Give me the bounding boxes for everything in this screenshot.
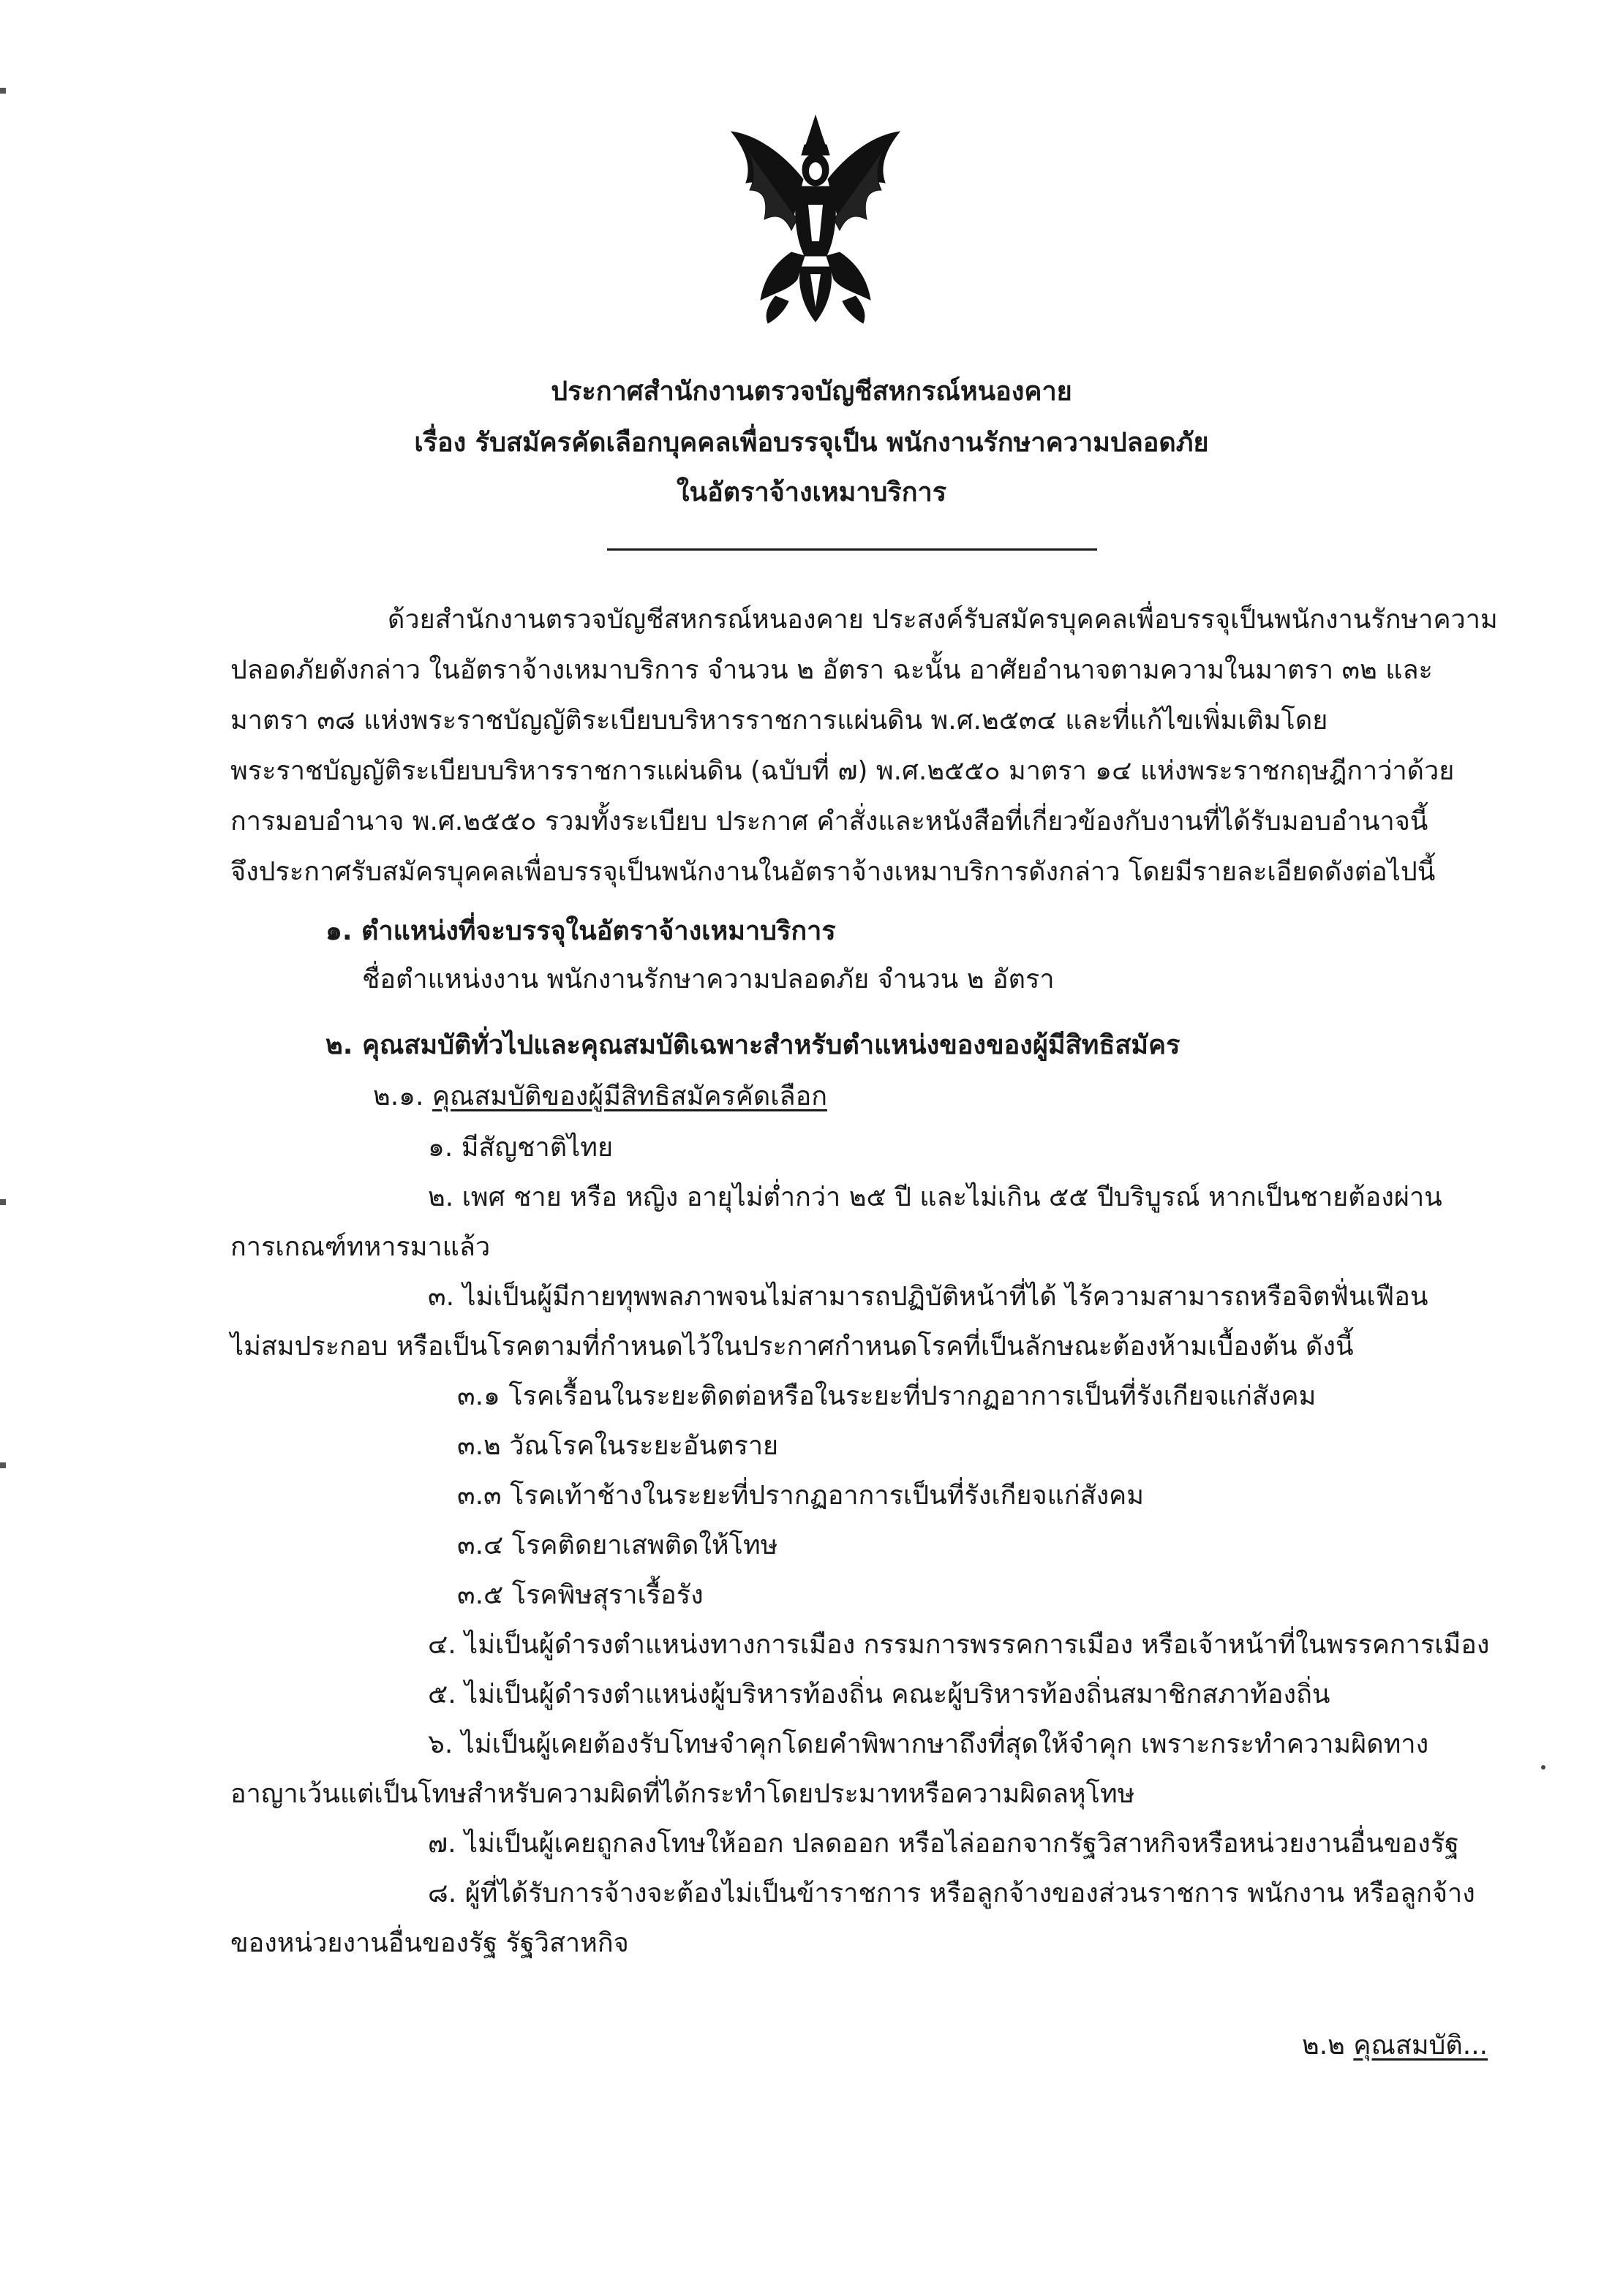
section-2-heading: ๒. คุณสมบัติทั่วไปและคุณสมบัติเฉพาะสำหรับตำแหน่งของของผู้มีสิทธิสมัคร xyxy=(325,1030,1180,1060)
qualification-4: ๔. ไม่เป็นผู้ดำรงตำแหน่งทางการเมือง กรรมการพรรคการเมือง หรือเจ้าหน้าที่ในพรรคการเมือง xyxy=(428,1630,1490,1660)
subsection-2-1-number: ๒.๑. xyxy=(373,1081,424,1111)
section-1-heading: ๑. ตำแหน่งที่จะบรรจุในอัตราจ้างเหมาบริการ xyxy=(325,916,836,946)
garuda-emblem-icon xyxy=(724,110,907,329)
qualification-2-continued: การเกณฑ์ทหารมาแล้ว xyxy=(230,1232,491,1262)
intro-line-2: ปลอดภัยดังกล่าว ในอัตราจ้างเหมาบริการ จำนวน ๒ อัตรา ฉะนั้น อาศัยอำนาจตามความในมาตรา ๓๒ และ xyxy=(230,655,1433,685)
qualification-7: ๗. ไม่เป็นผู้เคยถูกลงโทษให้ออก ปลดออก หรือไล่ออกจากรัฐวิสาหกิจหรือหน่วยงานอื่นของรัฐ xyxy=(428,1829,1459,1859)
section-1-position: ชื่อตำแหน่งงาน พนักงานรักษาความปลอดภัย จำนวน ๒ อัตรา xyxy=(362,964,1055,994)
scan-edge-mark xyxy=(0,88,6,94)
qualification-5: ๕. ไม่เป็นผู้ดำรงตำแหน่งผู้บริหารท้องถิ่น คณะผู้บริหารท้องถิ่นสมาชิกสภาท้องถิ่น xyxy=(428,1680,1330,1710)
intro-line-6: จึงประกาศรับสมัครบุคคลเพื่อบรรจุเป็นพนักงานในอัตราจ้างเหมาบริการดังกล่าว โดยมีรายละเอียดดังต่อไปนี้ xyxy=(230,857,1436,887)
continuation-number: ๒.๒ xyxy=(1302,2031,1345,2061)
announcement-subject: เรื่อง รับสมัครคัดเลือกบุคคลเพื่อบรรจุเป็น พนักงานรักษาความปลอดภัย xyxy=(414,428,1209,458)
qualification-8: ๘. ผู้ที่ได้รับการจ้างจะต้องไม่เป็นข้าราชการ หรือลูกจ้างของส่วนราชการ พนักงาน หรือลูกจ้าง xyxy=(428,1878,1475,1908)
qualification-6: ๖. ไม่เป็นผู้เคยต้องรับโทษจำคุกโดยคำพิพากษาถึงที่สุดให้จำคุก เพราะกระทำความผิดทาง xyxy=(428,1729,1429,1759)
qualification-6-continued: อาญาเว้นแต่เป็นโทษสำหรับความผิดที่ได้กระทำโดยประมาทหรือความผิดลหุโทษ xyxy=(230,1779,1135,1809)
disease-3-1: ๓.๑ โรคเรื้อนในระยะติดต่อหรือในระยะที่ปรากฏอาการเป็นที่รังเกียจแก่สังคม xyxy=(457,1381,1317,1411)
qualification-8-continued: ของหน่วยงานอื่นของรัฐ รัฐวิสาหกิจ xyxy=(230,1928,629,1958)
header-divider xyxy=(607,548,1097,551)
announcement-title: ประกาศสำนักงานตรวจบัญชีสหกรณ์หนองคาย xyxy=(551,377,1072,407)
intro-line-5: การมอบอำนาจ พ.ศ.๒๕๕๐ รวมทั้งระเบียบ ประกาศ คำสั่งและหนังสือที่เกี่ยวข้องกับงานที่ได้รับมอบอำนาจนี้ xyxy=(230,807,1428,837)
scan-speck xyxy=(1541,1765,1545,1770)
intro-line-3: มาตรา ๓๘ แห่งพระราชบัญญัติระเบียบบริหารราชการแผ่นดิน พ.ศ.๒๕๓๔ และที่แก้ไขเพิ่มเติมโดย xyxy=(230,706,1328,736)
continuation-marker xyxy=(1302,2031,1488,2061)
disease-3-5: ๓.๕ โรคพิษสุราเรื้อรัง xyxy=(457,1580,704,1610)
disease-3-2: ๓.๒ วัณโรคในระยะอันตราย xyxy=(457,1431,779,1461)
scan-edge-mark xyxy=(0,1199,6,1205)
qualification-1: ๑. มีสัญชาติไทย xyxy=(428,1133,614,1163)
continuation-text: คุณสมบัติ... xyxy=(1353,2031,1488,2061)
subsection-2-1-title: คุณสมบัติของผู้มีสิทธิสมัครคัดเลือก xyxy=(432,1081,828,1111)
qualification-2: ๒. เพศ ชาย หรือ หญิง อายุไม่ต่ำกว่า ๒๕ ปี และไม่เกิน ๕๕ ปีบริบูรณ์ หากเป็นชายต้องผ่าน xyxy=(428,1182,1442,1212)
announcement-subject-continued: ในอัตราจ้างเหมาบริการ xyxy=(676,477,947,507)
scan-edge-mark xyxy=(0,1462,6,1468)
intro-line-1: ด้วยสำนักงานตรวจบัญชีสหกรณ์หนองคาย ประสงค์รับสมัครบุคคลเพื่อบรรจุเป็นพนักงานรักษาความ xyxy=(388,605,1498,635)
subsection-2-1-heading xyxy=(373,1082,827,1111)
disease-3-3: ๓.๓ โรคเท้าช้างในระยะที่ปรากฏอาการเป็นที่รังเกียจแก่สังคม xyxy=(457,1481,1144,1511)
qualification-3: ๓. ไม่เป็นผู้มีกายทุพพลภาพจนไม่สามารถปฏิบัติหน้าที่ได้ ไร้ความสามารถหรือจิตฟั่นเฟือน xyxy=(428,1282,1428,1312)
disease-3-4: ๓.๔ โรคติดยาเสพติดให้โทษ xyxy=(457,1530,778,1560)
qualification-3-continued: ไม่สมประกอบ หรือเป็นโรคตามที่กำหนดไว้ในประกาศกำหนดโรคที่เป็นลักษณะต้องห้ามเบื้องต้น ดังนี้ xyxy=(230,1332,1354,1362)
intro-line-4: พระราชบัญญัติระเบียบบริหารราชการแผ่นดิน (ฉบับที่ ๗) พ.ศ.๒๕๕๐ มาตรา ๑๔ แห่งพระราชกฤษฎีกาว่าด้วย xyxy=(230,756,1455,786)
